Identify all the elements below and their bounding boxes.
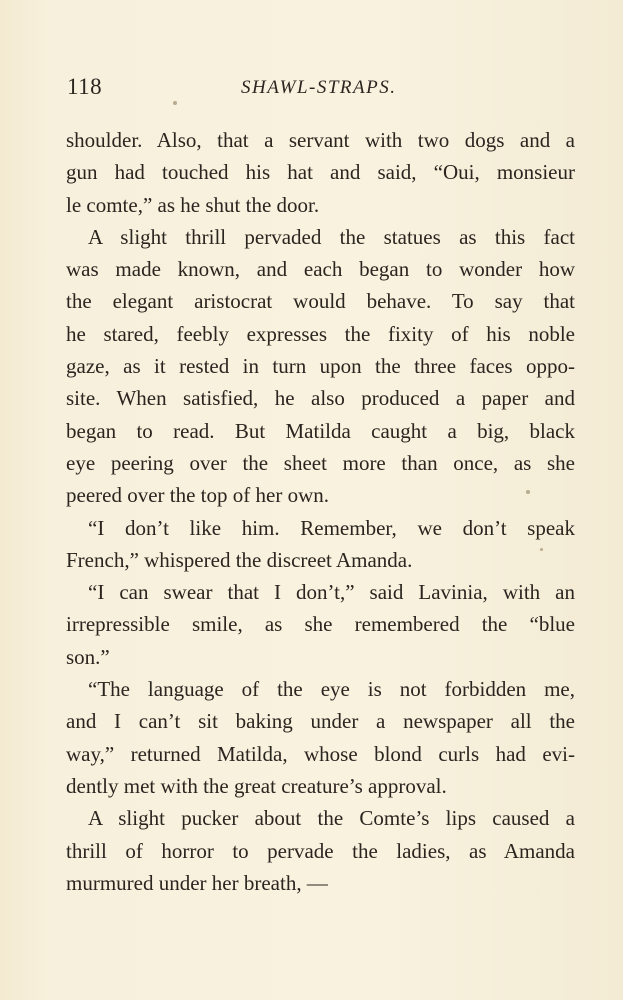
- text-line: son.”: [66, 644, 110, 669]
- text-line: eye peering over the sheet more than once, as she: [66, 450, 575, 475]
- body-text: [66, 124, 575, 899]
- running-title: SHAWL-STRAPS.: [241, 77, 397, 98]
- page-number: 118: [67, 74, 103, 99]
- paper-speck: [526, 490, 530, 494]
- text-line: A slight thrill pervaded the statues as this fact: [88, 224, 575, 249]
- text-line: he stared, feebly expresses the fixity of his noble: [66, 321, 575, 346]
- page-header: [67, 74, 575, 108]
- text-line: “I don’t like him. Remember, we don’t speak: [88, 515, 575, 540]
- text-line: way,” returned Matilda, whose blond curls had evi-: [66, 741, 575, 766]
- text-line: dently met with the great creature’s approval.: [66, 773, 447, 798]
- text-line: thrill of horror to pervade the ladies, as Amanda: [66, 838, 575, 863]
- text-line: irrepressible smile, as she remembered the “blue: [66, 612, 575, 637]
- text-line: “The language of the eye is not forbidden me,: [88, 677, 575, 702]
- paper-speck: [540, 548, 543, 551]
- text-line: peered over the top of her own.: [66, 483, 329, 508]
- text-line: shoulder. Also, that a servant with two dogs and a: [66, 128, 575, 152]
- text-line: the elegant aristocrat would behave. To say that: [66, 289, 575, 314]
- text-line: gun had touched his hat and said, “Oui, monsieur: [66, 160, 575, 185]
- text-line: le comte,” as he shut the door.: [66, 192, 320, 217]
- paper-speck: [173, 101, 177, 105]
- text-line: murmured under her breath, —: [66, 870, 328, 895]
- text-line: A slight pucker about the Comte’s lips caused a: [88, 806, 575, 831]
- text-line: gaze, as it rested in turn upon the three faces oppo-: [66, 354, 575, 379]
- text-line: and I can’t sit baking under a newspaper all the: [66, 709, 575, 734]
- text-line: French,” whispered the discreet Amanda.: [66, 547, 413, 572]
- text-line: was made known, and each began to wonder how: [66, 257, 575, 282]
- text-line: site. When satisfied, he also produced a paper and: [66, 386, 575, 411]
- text-line: began to read. But Matilda caught a big, black: [66, 418, 575, 443]
- text-line: “I can swear that I don’t,” said Lavinia, with an: [88, 580, 575, 605]
